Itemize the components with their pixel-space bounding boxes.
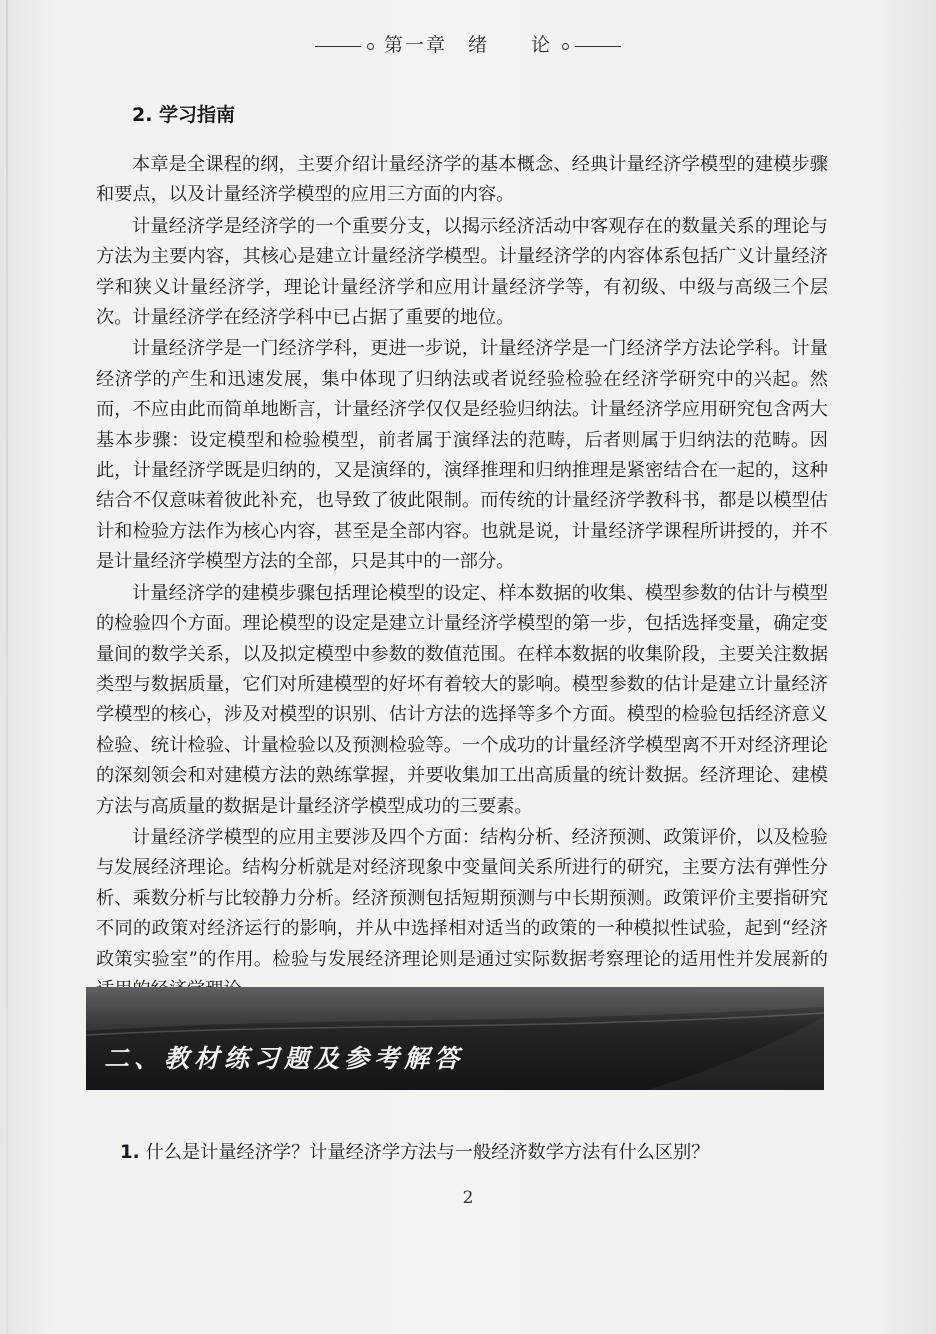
running-header [0,30,936,57]
section-banner [86,987,824,1090]
exercise-question [120,1138,709,1164]
paragraph: 本章是全课程的纲，主要介绍计量经济学的基本概念、经典计量经济学模型的建模步骤和要点，以及计量经济学模型的应用三方面的内容。 [96,154,828,206]
scan-edge-shadow [6,0,8,1334]
section-heading: 2. 学习指南 [132,104,236,126]
paragraph: 计量经济学是一门经济学科，更进一步说，计量经济学是一门经济学方法论学科。计量经济学的产生和迅速发展，集中体现了归纳法或者说经验检验在经济学研究中的兴起。然而，不应由此而简单地断言，计量经济学仅仅是经验归纳法。计量经济学应用研究包含两大基本步骤：设定模型和检验模型，前者属于演绎法的范畴，后者则属于归纳法的范畴。因此，计量经济学既是归纳的，又是演绎的，演绎推理和归纳推理是紧密结合在一起的，这种结合不仅意味着彼此补充，也导致了彼此限制。而传统的计量经济学教科书，都是以模型估计和检验方法作为核心内容，甚至是全部内容。也就是说，计量经济学课程所讲授的，并不是计量经济学模型方法的全部，只是其中的一部分。 [96,338,828,573]
paragraph: 计量经济学模型的应用主要涉及四个方面：结构分析、经济预测、政策评价，以及检验与发展经济理论。结构分析就是对经济现象中变量间关系所进行的研究，主要方法有弹性分析、乘数分析与比较静力分析。经济预测包括短期预测与中长期预测。政策评价主要指研究不同的政策对经济运行的影响，并从中选择相对适当的政策的一种模拟性试验，起到“经济政策实验室”的作用。检验与发展经济理论则是通过实际数据考察理论的适用性并发展新的 [96,826,828,970]
banner-title: 二、教材练习题及参考解答 [104,1044,465,1073]
body-text [96,150,828,1006]
header-left-dot [367,43,374,50]
paragraph: 计量经济学的建模步骤包括理论模型的设定、样本数据的收集、模型参数的估计与模型的检验四个方面。理论模型的设定是建立计量经济学模型的第一步，包括选择变量，确定变量间的数学关系，以及拟定模型中参数的数值范围。在样本数据的收集阶段，主要关注数据类型与数据质量，它们对所建模型的好坏有着较大的影响。模型参数的估计是建立计量经济学模型的核心，涉及对模型的识别、估计方法的选择等多个方面。模型的检验包括经济意义检验、统计检验、计量检验以及预测检验等。一个成功的计量经济学模型离不开对经济理论的深刻领会和对建模方法的熟练掌握，并要收集加工出高质量的统计数据。经济理论、建模方法与高质量的数据是计量经济学模型成功的三要素。 [96,582,828,817]
question-text: 什么是计量经济学？计量经济学方法与一般经济数学方法有什么区别？ [145,1142,710,1163]
page-number: 2 [462,1188,474,1208]
header-right-dot [562,43,569,50]
header-right-rule [575,46,621,47]
header-left-rule [315,46,361,47]
chapter-title: 第一章 绪 论 [383,34,552,56]
question-number: 1. [120,1142,140,1163]
paragraph: 计量经济学是经济学的一个重要分支，以揭示经济活动中客观存在的数量关系的理论与方法为主要内容，其核心是建立计量经济学模型。计量经济学的内容体系包括广义计量经济学和狭义计量经济学，理论计量经济学和应用计量经济学等，有初级、中级与高级三个层次。计量经济学在经济学科中已占据了重要的地位。 [96,215,828,329]
